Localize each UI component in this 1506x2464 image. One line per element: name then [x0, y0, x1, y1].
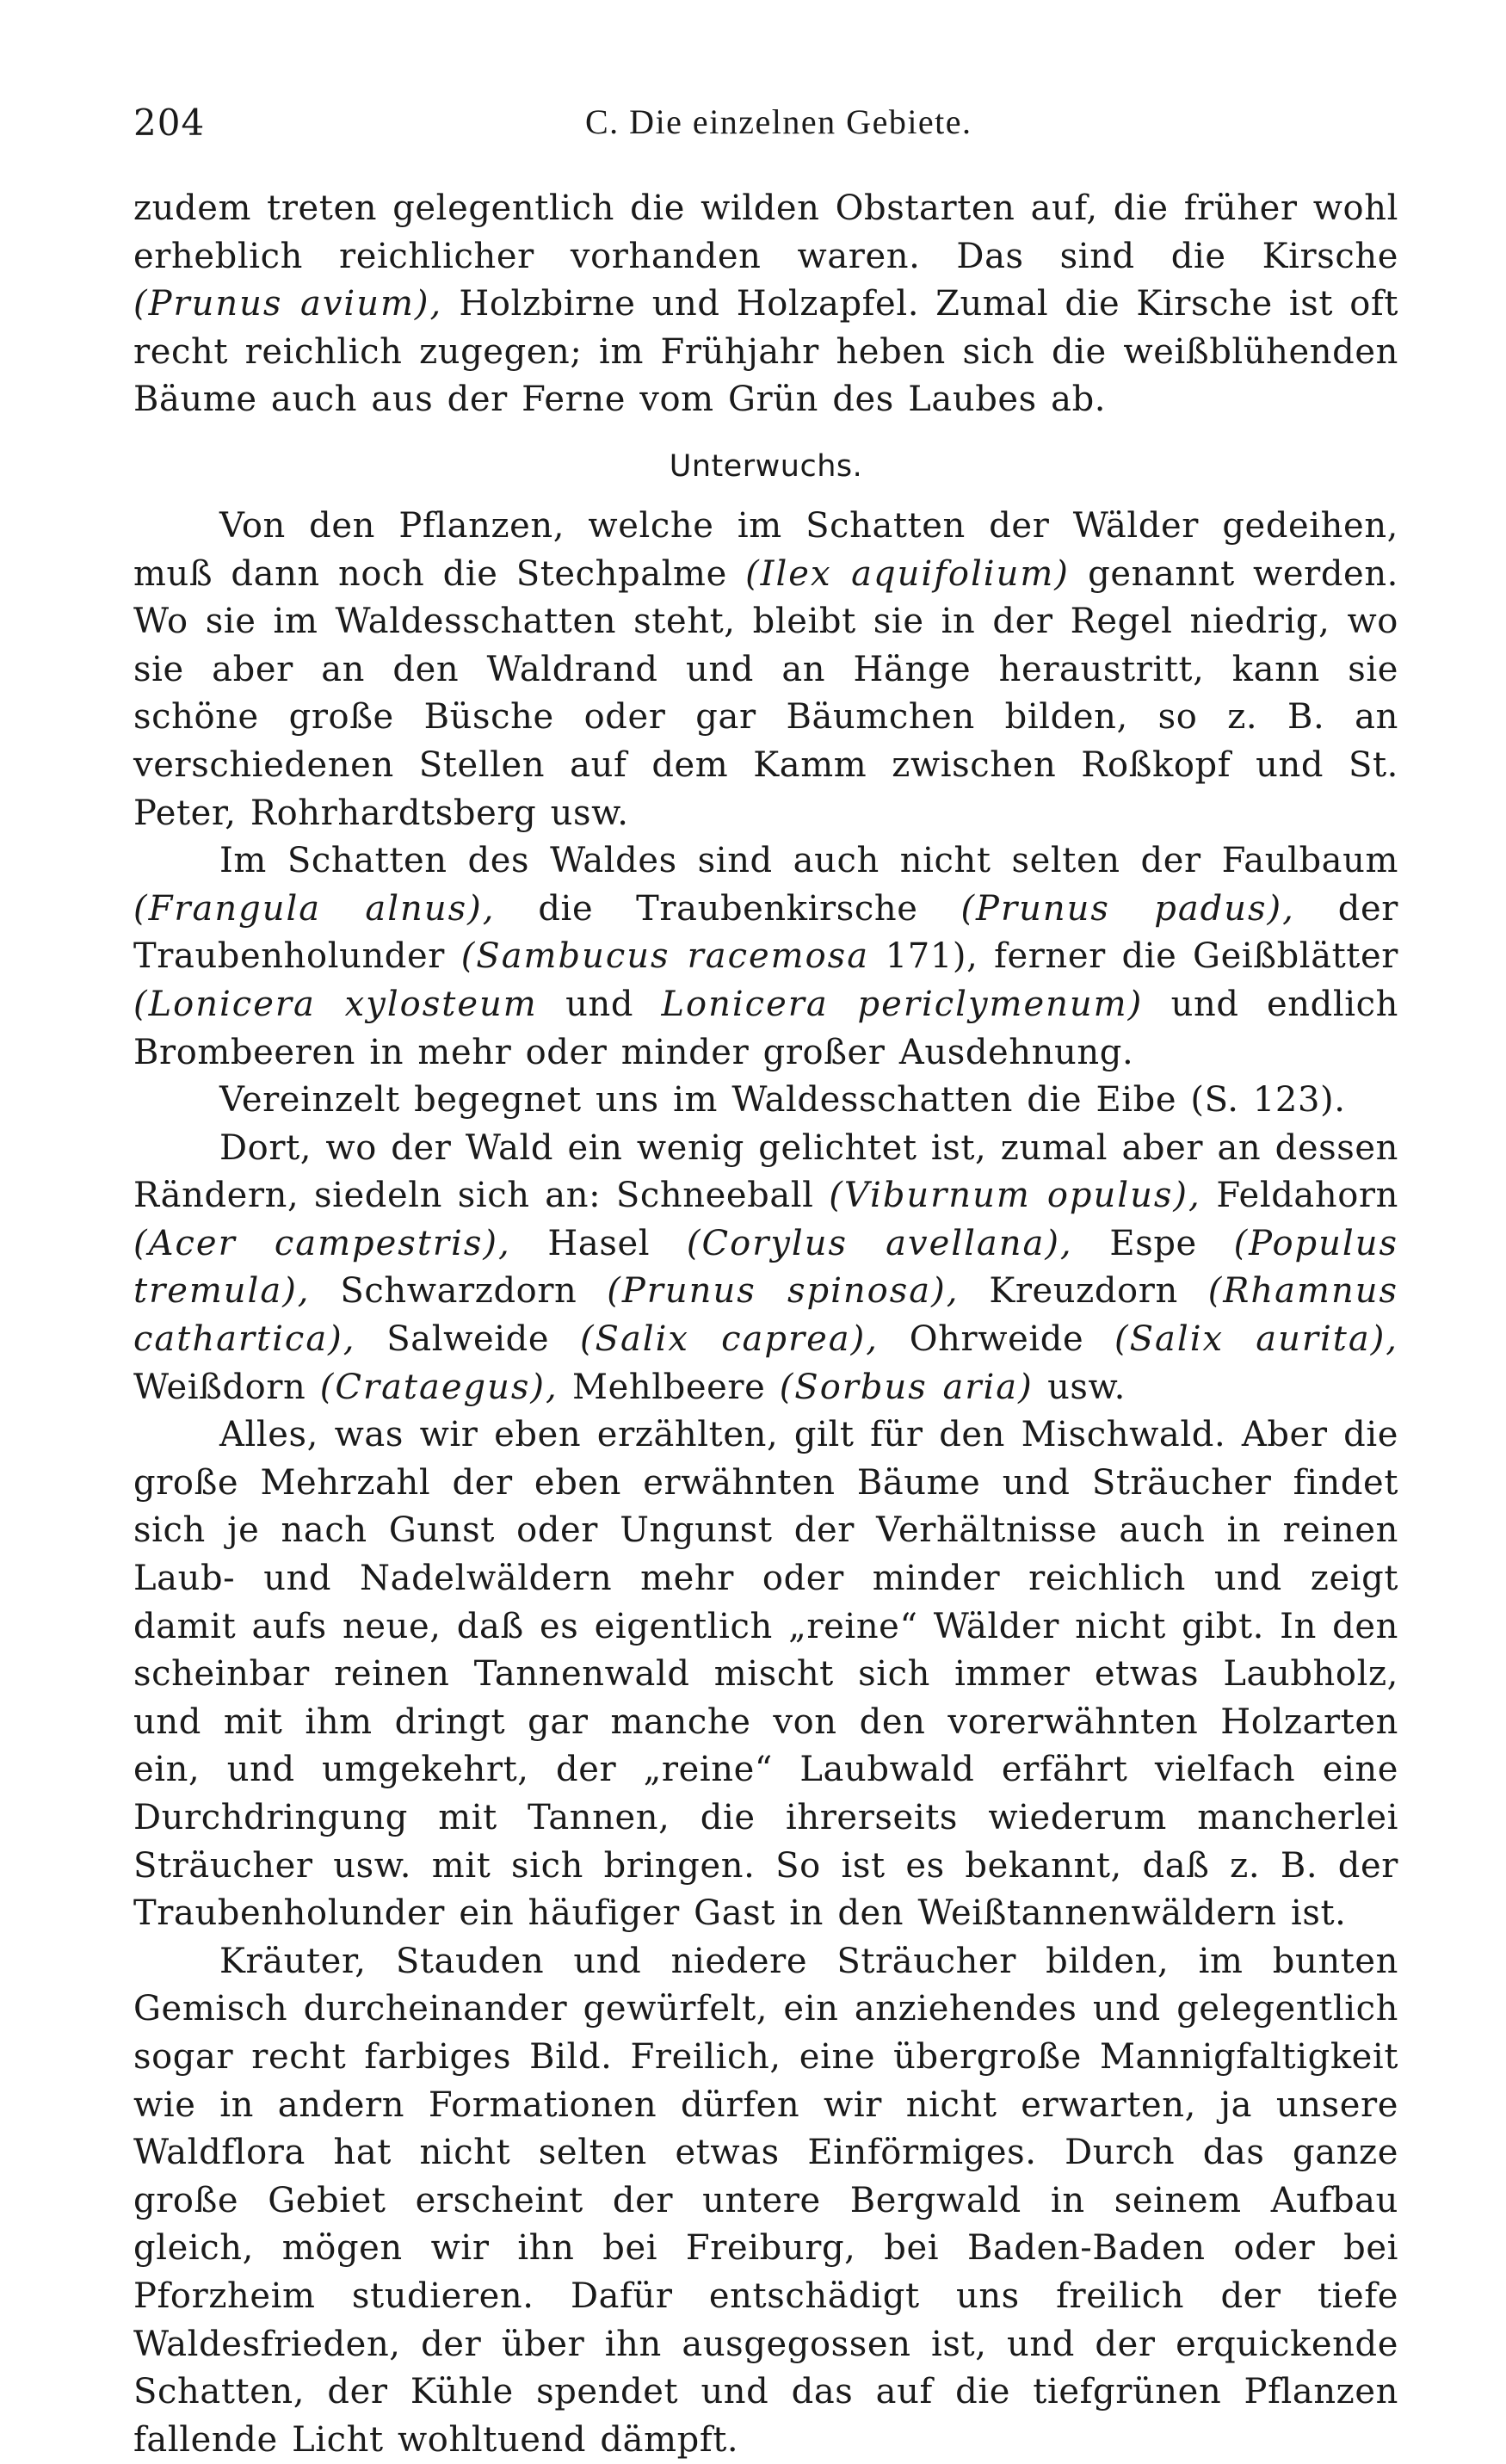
- text-run: Alles, was wir eben erzählten, gilt für den Mischwald. Aber die große Mehrzahl der eben erwähnten Bäume und Sträucher findet sich je nach Gunst oder Ungunst der Verhältnisse auch in reinen Laub- und Nadelwäldern mehr oder minder reichlich und zeigt damit aufs neue, daß es eigentlich „reine“ Wälder nicht gibt. In den scheinbar reinen Tannenwald mischt sich immer etwas Laubholz, und mit ihm dringt gar manche von den vorerwähnten Holzarten ein, und umgekehrt, der „reine“ Laubwald erfährt vielfach eine Durchdringung mit Tannen, die ihrerseits wiederum mancherlei Sträucher usw. mit sich bringen. So ist es bekannt, daß z. B. der Traubenholunder ein häufiger Gast in den Weißtannenwäldern ist.: [133, 1415, 1398, 1934]
- section-heading: Unterwuchs.: [669, 448, 863, 484]
- paragraph: [133, 1938, 1398, 2464]
- text-run: und endlich Brombeeren in mehr oder minder großer Ausdehnung.: [133, 984, 1398, 1072]
- text-run: zudem treten gelegentlich die wilden Obstarten auf, die früher wohl erheblich reichlicher vorhanden waren. Das sind die Kirsche: [133, 188, 1398, 276]
- species-name-italic: (Viburnum opulus),: [829, 1176, 1201, 1216]
- text-run: Kreuzdorn: [959, 1271, 1208, 1312]
- text-run: Im Schatten des Waldes sind auch nicht selten der Faulbaum: [219, 841, 1398, 881]
- species-name-italic: (Sorbus aria): [779, 1367, 1034, 1407]
- paragraph: [133, 1077, 1398, 1125]
- species-name-italic: (Prunus spinosa),: [607, 1271, 960, 1312]
- species-name-italic: (Populus tremula),: [133, 1223, 1398, 1312]
- paragraph: [133, 503, 1398, 837]
- paragraph: [133, 1125, 1398, 1412]
- species-name-italic: (Acer campestris),: [133, 1223, 511, 1263]
- text-run: Holzbirne und Holzapfel. Zumal die Kirsche ist oft recht reichlich zugegen; im Frühjahr heben sich die weißblühenden Bäume auch aus der Ferne vom Grün des Laubes ab.: [133, 284, 1399, 420]
- page-header: [133, 102, 1398, 153]
- text-run: Von den Pflanzen, welche im Schatten der Wälder gedeihen, muß dann noch die Stechpalme: [133, 505, 1398, 594]
- text-run: der Traubenholunder: [133, 888, 1399, 977]
- species-name-italic: (Salix aurita),: [1114, 1319, 1399, 1360]
- running-head: C. Die einzelnen Gebiete.: [585, 102, 972, 141]
- species-name-italic: (Ilex aquifolium): [745, 553, 1070, 594]
- paragraph: [133, 1411, 1398, 1938]
- species-name-italic: (Crataegus),: [319, 1367, 559, 1407]
- species-name-italic: (Corylus avellana),: [686, 1223, 1073, 1263]
- species-name-italic: (Prunus padus),: [960, 888, 1295, 929]
- text-run: Feldahorn: [1200, 1176, 1398, 1216]
- text-run: usw.: [1033, 1367, 1126, 1407]
- text-run: Espe: [1072, 1223, 1234, 1263]
- text-run: Schwarzdorn: [310, 1271, 608, 1312]
- text-run: genannt werden. Wo sie im Waldesschatten steht, bleibt sie in der Regel niedrig, wo sie aber an den Waldrand und an Hänge heraustritt, kann sie schöne große Büsche oder gar Bäumchen bilden, so z. B. an verschiedenen Stellen auf dem Kamm zwischen Roßkopf und St. Peter, Rohrhardtsberg usw.: [133, 553, 1398, 833]
- species-name-italic: (Prunus avium),: [133, 284, 443, 324]
- paragraph: [133, 185, 1398, 424]
- text-run: Salweide: [355, 1319, 580, 1360]
- text-run: 171), ferner die Geißblätter: [869, 936, 1398, 977]
- text-run: Vereinzelt begegnet uns im Waldesschatten die Eibe (S. 123).: [219, 1080, 1346, 1121]
- text-run: Hasel: [510, 1223, 687, 1263]
- page-number: 204: [133, 102, 206, 144]
- species-name-italic: (Frangula alnus),: [133, 888, 496, 929]
- text-run: Ohrweide: [878, 1319, 1115, 1360]
- species-name-italic: (Rhamnus cathartica),: [133, 1271, 1398, 1360]
- species-name-italic: (Lonicera xylosteum: [133, 984, 538, 1024]
- text-run: und: [537, 984, 662, 1024]
- body-text: [133, 185, 1398, 2464]
- species-name-italic: (Salix caprea),: [579, 1319, 879, 1360]
- paragraph: [133, 837, 1398, 1077]
- text-run: Kräuter, Stauden und niedere Sträucher bilden, im bunten Gemisch durcheinander gewürfelt, ein anziehendes und gelegentlich sogar recht farbiges Bild. Freilich, eine übergroße Mannigfaltigkeit wie in andern Formationen dürfen wir nicht erwarten, ja unsere Waldflora hat nicht selten etwas Einförmiges. Durch das ganze große Gebiet erscheint der untere Bergwald in seinem Aufbau gleich, mögen wir ihn bei Freiburg, bei Baden-Baden oder bei Pforzheim studieren. Dafür entschädigt uns freilich der tiefe Waldesfrieden, der über ihn ausgegossen ist, und der erquickende Schatten, der Kühle spendet und das auf die tiefgrünen Pflanzen fallende Licht wohltuend dämpft.: [133, 1941, 1398, 2460]
- species-name-italic: Lonicera periclymenum): [661, 984, 1144, 1024]
- text-run: Dort, wo der Wald ein wenig gelichtet ist, zumal aber an dessen Rändern, siedeln sich an: Schneeball: [133, 1127, 1398, 1216]
- text-run: Mehlbeere: [558, 1367, 780, 1407]
- text-run: die Traubenkirsche: [495, 888, 961, 929]
- text-run: Weißdorn: [133, 1367, 320, 1407]
- species-name-italic: (Sambucus racemosa: [460, 936, 870, 977]
